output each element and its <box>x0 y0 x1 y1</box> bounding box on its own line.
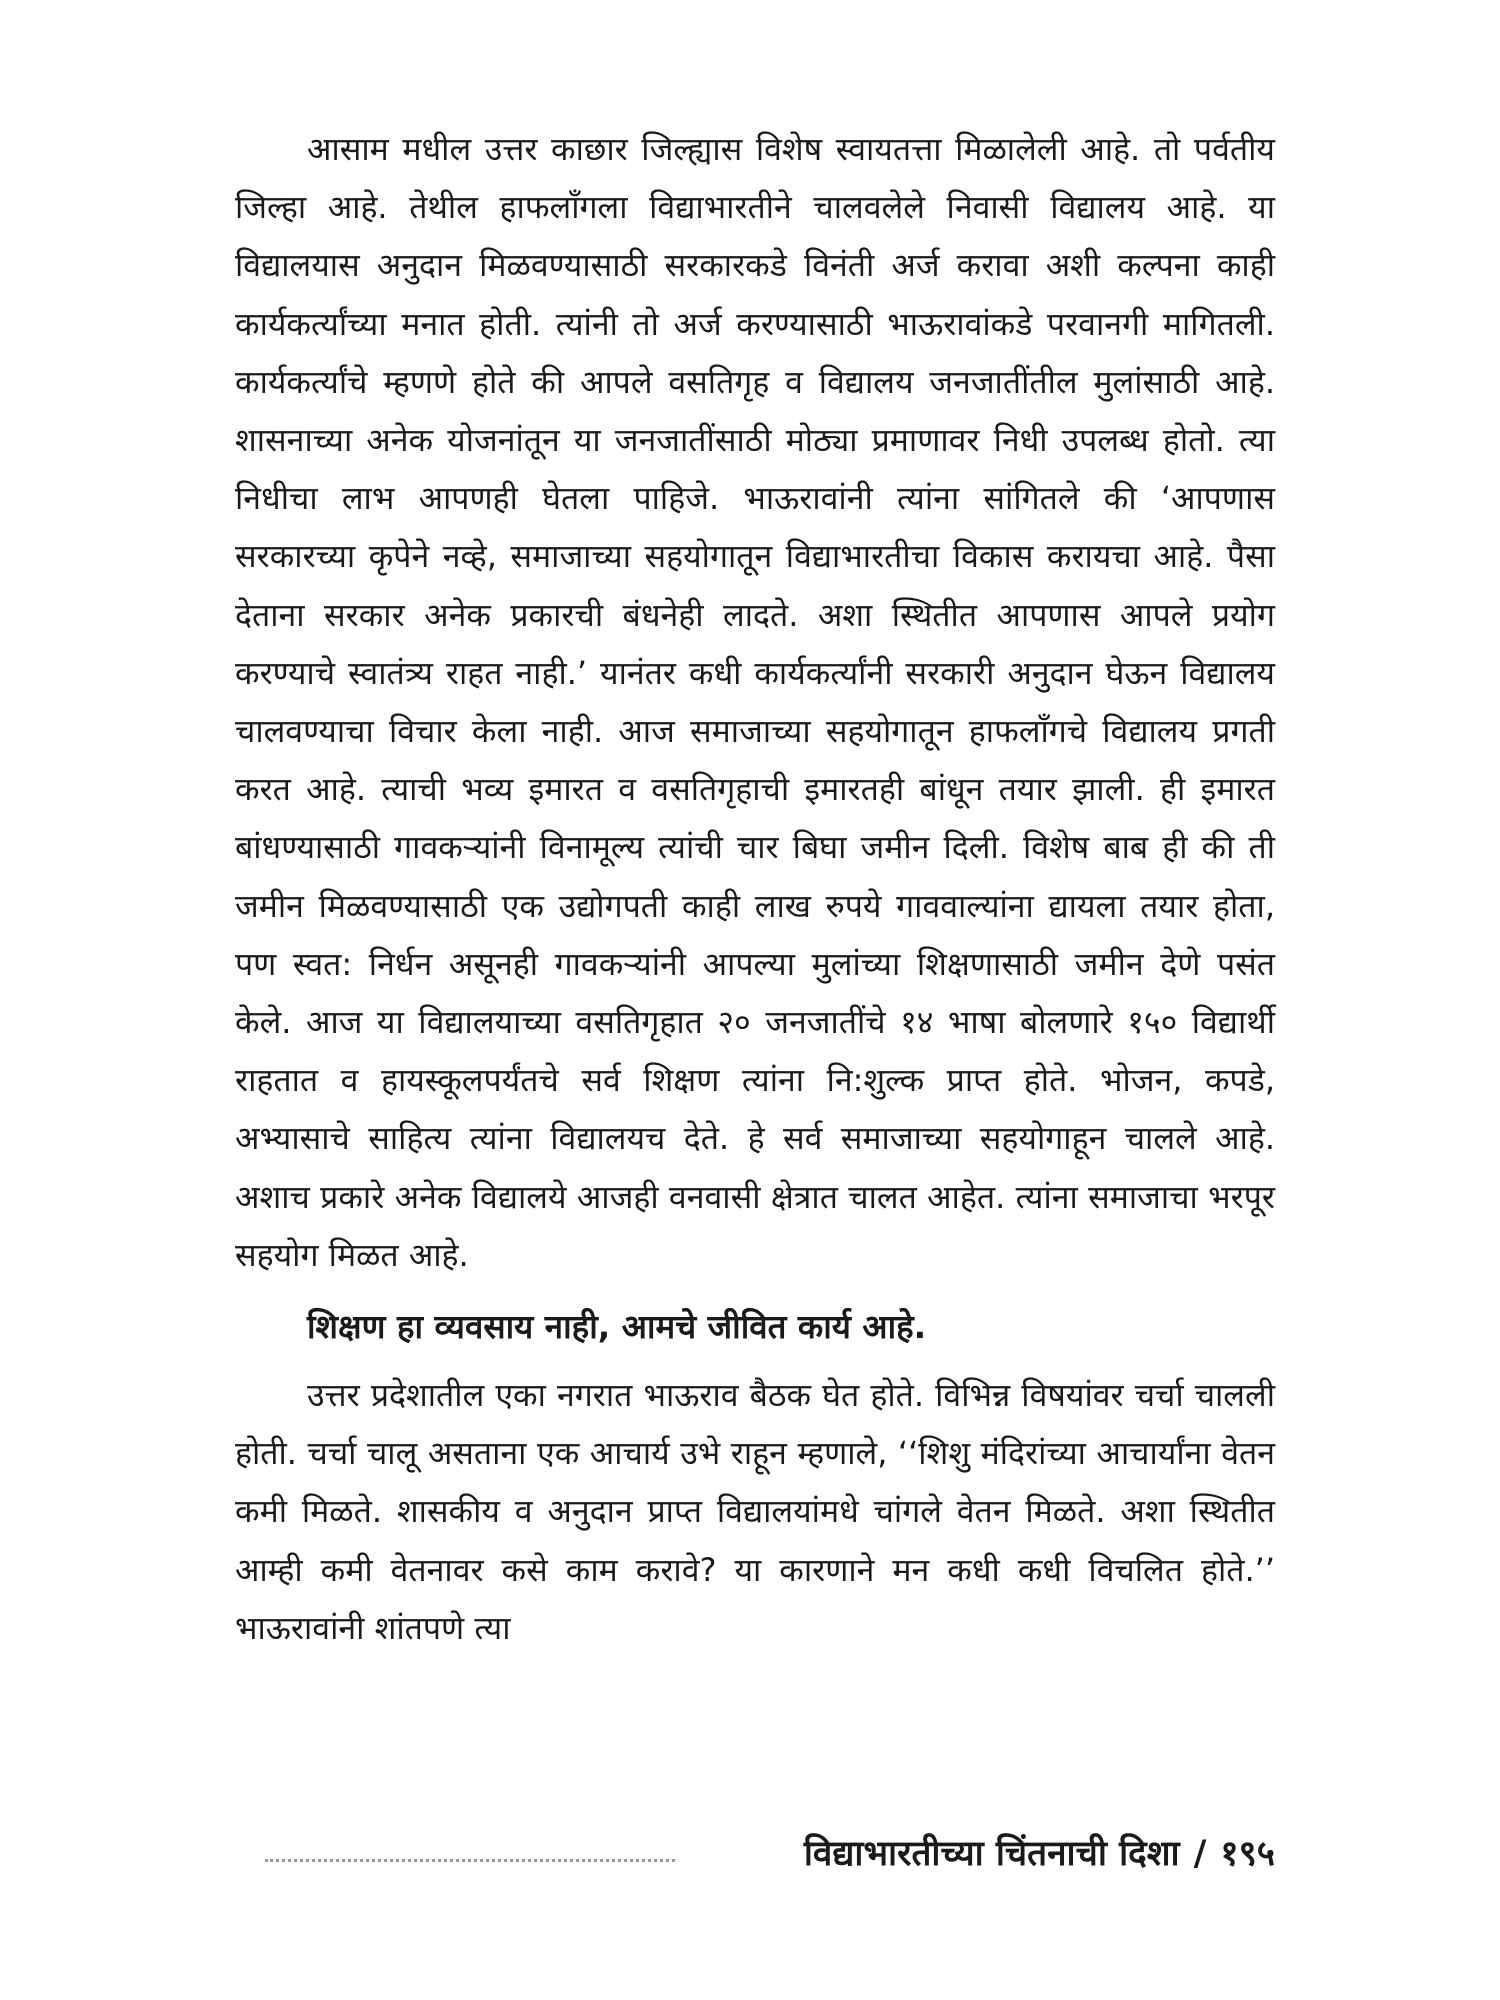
footer-separator: / <box>1193 1834 1207 1874</box>
page-footer <box>265 1825 1275 1885</box>
page-text <box>235 120 1275 1657</box>
footer-divider <box>265 1859 675 1862</box>
section-heading: शिक्षण हा व्यवसाय नाही, आमचे जीवित कार्य आहे. <box>307 1307 927 1347</box>
paragraph-2: उत्तर प्रदेशातील एका नगरात भाऊराव बैठक घेत होते. विभिन्न विषयांवर चर्चा चालली होती. चर्चा चालू असताना एक आचार्य उभे राहून म्हणाले, ‘‘शिशु मंदिरांच्या आचार्यांना वेतन कमी मिळते. शासकीय व अनुदान प्राप्त विद्यालयांमधे चांगले वेतन मिळते. अशा स्थितीत आम्ही कमी वेतनावर कसे काम करावे? या कारणाने मन कधी कधी विचलित होते.’’ भाऊरावांनी शांतपणे त्या <box>235 1376 1275 1647</box>
running-footer <box>804 1825 1275 1883</box>
page-number: १९५ <box>1220 1834 1275 1874</box>
paragraph-1: आसाम मधील उत्तर काछार जिल्ह्यास विशेष स्वायतत्ता मिळालेली आहे. तो पर्वतीय जिल्हा आहे. तेथील हाफलाँगला विद्याभारतीने चालवलेले निवासी विद्यालय आहे. या विद्यालयास अनुदान मिळवण्यासाठी सरकारकडे विनंती अर्ज करावा अशी कल्पना काही कार्यकर्त्यांच्या मनात होती. त्यांनी तो अर्ज करण्यासाठी भाऊरावांकडे परवानगी मागितली. कार्यकर्त्यांचे म्हणणे होते की आपले वसतिगृह व विद्यालय जनजातींतील मुलांसाठी आहे. शासनाच्या अनेक योजनांतून या जनजातींसाठी मोठ्या प्रमाणावर निधी उपलब्ध होतो. त्या निधीचा लाभ आपणही घेतला पाहिजे. भाऊरावांनी त्यांना सांगितले की ‘आपणास सरकारच्या कृपेने नव्हे, समाजाच्या सहयोगातून विद्याभारतीचा विकास करायचा आहे. पैसा देताना सरकार अनेक प्रकारची बंधनेही लादते. अशा स्थितीत आपणास आपले प्रयोग करण्याचे स्वातंत्र्य राहत नाही.’ यानंतर कधी कार्यकर्त्यांनी सरकारी अनुदान घेऊन विद्यालय चालवण्याचा विचार केला नाही. आज समाजाच्या सहयोगातून हाफलाँगचे विद्यालय प्रगती करत आहे. त्याची भव्य इमारत व वसतिगृहाची इमारतही बांधून तयार झाली. ही इमारत बांधण्यासाठी गावकऱ्यांनी विनामूल्य त्यांची चार बिघा जमीन दिली. विशेष बाब ही की ती जमीन मिळवण्यासाठी एक उद्योगपती काही लाख रुपये गाववाल्यांना द्यायला तयार होता, पण स्वत: निर्धन असूनही गावकऱ्यांनी आपल्या मुलांच्या शिक्षणासाठी जमीन देणे पसंत केले. आज या विद्यालयाच्या वसतिगृहात २० जनजातींचे १४ भाषा बोलणारे १५० विद्यार्थी राहतात व हायस्कूलपर्यंतचे सर्व शिक्षण त्यांना नि:शुल्क प्राप्त होते. भोजन, कपडे, अभ्यासाचे साहित्य त्यांना विद्यालयच देते. हे सर्व समाजाच्या सहयोगाहून चालले आहे. अशाच प्रकारे अनेक विद्यालये आजही वनवासी क्षेत्रात चालत आहेत. त्यांना समाजाचा भरपूर सहयोग मिळत आहे. <box>235 130 1275 1274</box>
footer-book-title: विद्याभारतीच्या चिंतनाची दिशा <box>803 1834 1180 1874</box>
